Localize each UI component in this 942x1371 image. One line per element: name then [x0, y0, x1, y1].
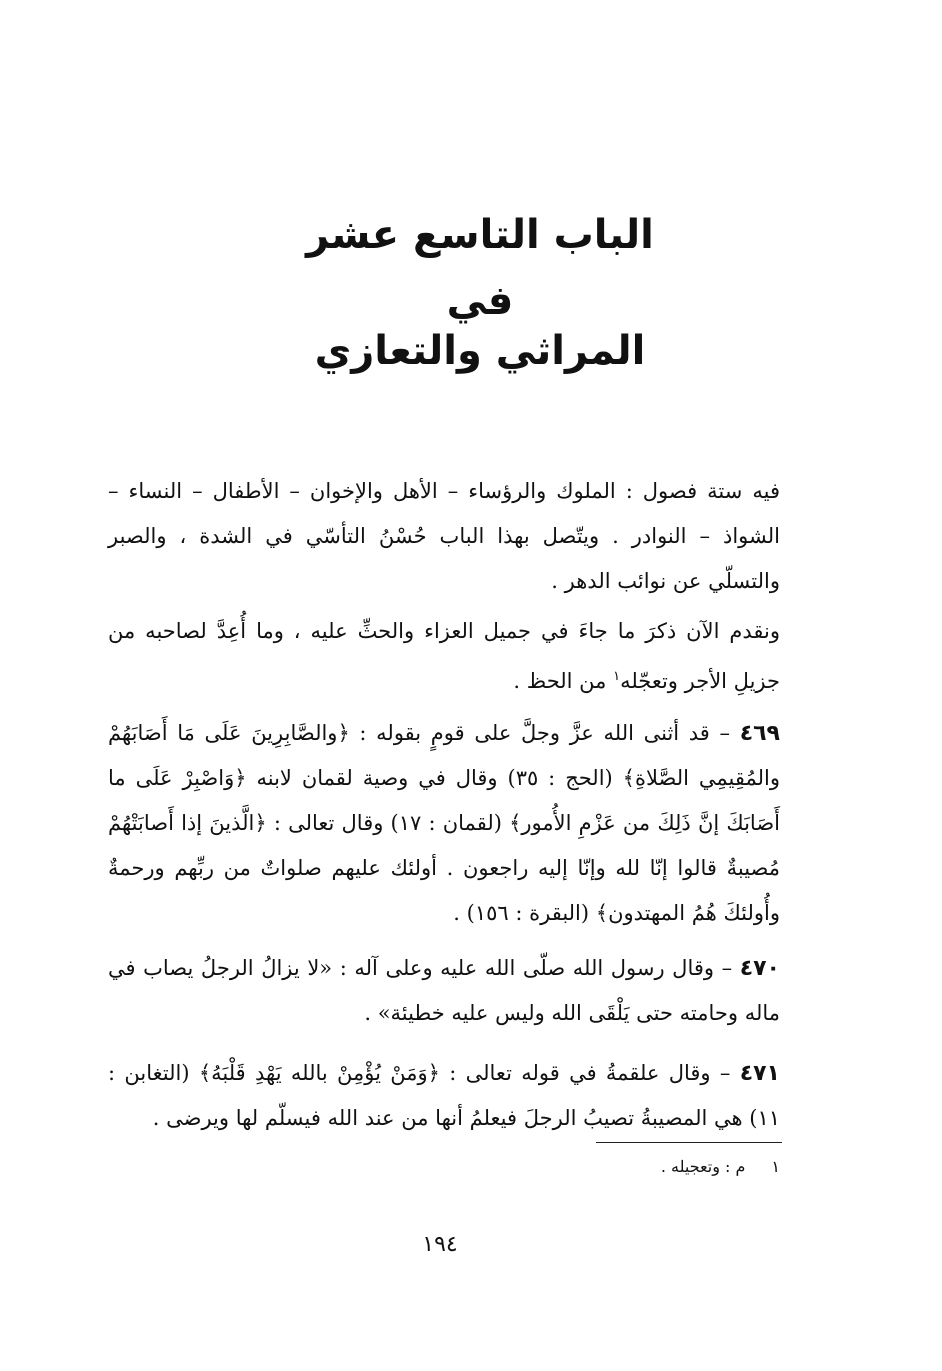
intro-paragraph: فيه ستة فصول : الملوك والرؤساء – الأهل والإخوان – الأطفال – النساء – الشواذ – النوادر . ويتّصل بهذا الباب حُسْنُ التأسّي في الشدة ، والصبر والتسلّي عن نوائب الدهر . — [108, 479, 780, 593]
entry-number: ٤٧٠ — [739, 956, 780, 981]
page-number: ١٩٤ — [422, 1232, 458, 1257]
chapter-title: الباب التاسع عشر — [306, 212, 654, 258]
footnote-number: ١ — [771, 1157, 780, 1176]
entry-number: ٤٦٩ — [739, 721, 780, 746]
entry-469 — [108, 711, 780, 936]
entry-text: – قد أثنى الله عزَّ وجلَّ على قومٍ بقوله : ﴿والصَّابِرِينَ عَلَى مَا أَصَابَهُمْ والمُقِيمِي الصَّلاةِ﴾ (الحج : ٣٥) وقال في وصية لقمان لابنه ﴿وَاصْبِرْ عَلَى ما أَصَابَكَ إنَّ ذَلِكَ من عَزْمِ الأُمور﴾ (لقمان : ١٧) وقال تعالى : ﴿الَّذينَ إذا أَصابَتْهُمْ مُصيبةٌ قالوا إنّا لله وإنّا إليه راجعون . أولئك عليهم صلواتٌ من ربِّهم ورحمةٌ وأُولئكَ هُمُ المهتدون﴾ (البقرة : ١٥٦) . — [108, 721, 780, 925]
footnote-marker: ١ — [613, 669, 621, 684]
chapter-subtitle: المراثي والتعازي — [314, 328, 646, 374]
entry-470 — [108, 946, 780, 1036]
entry-text: – وقال رسول الله صلّى الله عليه وعلى آله : «لا يزالُ الرجلُ يصاب في ماله وحامته حتى يَلْقَى الله وليس عليه خطيئة» . — [108, 956, 780, 1025]
entry-number: ٤٧١ — [739, 1061, 780, 1086]
entry-text: – وقال علقمةُ في قوله تعالى : ﴿وَمَنْ يُؤْمِنْ بالله يَهْدِ قَلْبَهُ﴾ (التغابن : ١١) هي المصيبةُ تصيبُ الرجلَ فيعلمُ أنها من عند الله فيسلّم لها ويرضى . — [108, 1061, 780, 1130]
preface-end: من الحظ . — [513, 669, 614, 693]
footnote-text: م : وتعجيله . — [660, 1157, 746, 1176]
entry-471 — [108, 1051, 780, 1141]
footnote-divider — [596, 1142, 782, 1143]
footnote — [500, 1153, 780, 1181]
preface-text: ونقدم الآن ذكرَ ما جاءَ في جميل العزاء والحثِّ عليه ، وما أُعِدَّ لصاحبه من جزيلِ الأجر وتعجّله — [108, 619, 780, 693]
preface-paragraph — [108, 609, 780, 704]
chapter-title-connector: في — [446, 278, 514, 324]
